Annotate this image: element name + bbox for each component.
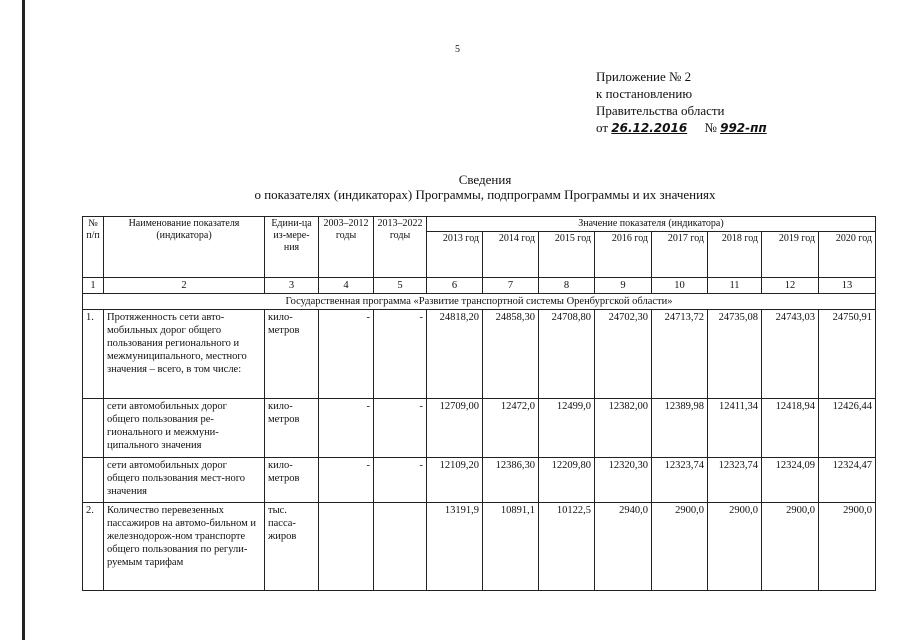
row-value: 13191,9: [427, 503, 483, 591]
header-year: 2016 год: [595, 232, 652, 278]
col-number: 7: [483, 278, 539, 294]
row-period-2: [374, 503, 427, 591]
header-unit: Едини-ца из-мере-ния: [265, 217, 319, 278]
col-number: 9: [595, 278, 652, 294]
row-value: 12324,47: [819, 458, 876, 503]
row-period-1: -: [319, 310, 374, 399]
table-row: [83, 399, 876, 458]
row-value: 24708,80: [539, 310, 595, 399]
row-value: 12386,30: [483, 458, 539, 503]
col-number: 13: [819, 278, 876, 294]
row-value: 2940,0: [595, 503, 652, 591]
row-unit: тыс. пасса-жиров: [265, 503, 319, 591]
row-value: 12109,20: [427, 458, 483, 503]
header-year: 2014 год: [483, 232, 539, 278]
number-prefix: №: [704, 120, 717, 135]
header-period-2013-2022: 2013–2022 годы: [374, 217, 427, 278]
table-row: [83, 458, 876, 503]
appendix-line-1: Приложение № 2: [596, 69, 692, 84]
row-value: 24702,30: [595, 310, 652, 399]
header-year: 2017 год: [652, 232, 708, 278]
header-year: 2013 год: [427, 232, 483, 278]
col-number: 1: [83, 278, 104, 294]
col-number: 8: [539, 278, 595, 294]
document-title: Сведения: [458, 172, 512, 187]
row-value: 2900,0: [708, 503, 762, 591]
row-unit: кило-метров: [265, 310, 319, 399]
row-value: 24818,20: [427, 310, 483, 399]
row-name: Протяженность сети авто-мобильных дорог общего пользования регионального и межмуниципального, местного значения – всего, в том числе:: [104, 310, 265, 399]
binding-line: [22, 0, 25, 640]
row-period-1: [319, 503, 374, 591]
row-num: 1.: [83, 310, 104, 399]
header-period-2003-2012: 2003–2012 годы: [319, 217, 374, 278]
row-value: 10122,5: [539, 503, 595, 591]
row-period-1: -: [319, 399, 374, 458]
col-number: 4: [319, 278, 374, 294]
appendix-block: [596, 68, 767, 137]
row-value: 24735,08: [708, 310, 762, 399]
row-name: сети автомобильных дорог общего пользования мест-ного значения: [104, 458, 265, 503]
row-unit: кило-метров: [265, 399, 319, 458]
row-value: 12323,74: [652, 458, 708, 503]
row-value: 24743,03: [762, 310, 819, 399]
row-value: 12411,34: [708, 399, 762, 458]
section-title: Государственная программа «Развитие транспортной системы Оренбургской области»: [83, 294, 876, 310]
row-period-1: -: [319, 458, 374, 503]
row-value: 12499,0: [539, 399, 595, 458]
row-value: 12209,80: [539, 458, 595, 503]
appendix-date-line: [596, 119, 767, 137]
table-row: [83, 503, 876, 591]
header-year: 2020 год: [819, 232, 876, 278]
col-number: 3: [265, 278, 319, 294]
row-period-2: -: [374, 310, 427, 399]
indicators-table: [82, 216, 876, 591]
handwritten-number: 992-пп: [720, 121, 767, 135]
row-name: сети автомобильных дорог общего пользования ре-гионального и межмуни-ципального значения: [104, 399, 265, 458]
appendix-line-3: Правительства области: [596, 103, 725, 118]
row-value: 12323,74: [708, 458, 762, 503]
col-number: 11: [708, 278, 762, 294]
appendix-line-2: к постановлению: [596, 86, 693, 101]
document-subtitle: о показателях (индикаторах) Программы, подпрограмм Программы и их значениях: [254, 187, 716, 202]
row-value: 24858,30: [483, 310, 539, 399]
row-name: Количество перевезенных пассажиров на автомо-бильном и железнодорож-ном транспорте общего пользования по регули-руемым тарифам: [104, 503, 265, 591]
row-value: 12324,09: [762, 458, 819, 503]
date-prefix: от: [596, 120, 609, 135]
row-num: [83, 458, 104, 503]
row-value: 12472,0: [483, 399, 539, 458]
row-num: [83, 399, 104, 458]
col-number: 12: [762, 278, 819, 294]
row-num: 2.: [83, 503, 104, 591]
row-value: 12709,00: [427, 399, 483, 458]
row-period-2: -: [374, 458, 427, 503]
row-value: 12418,94: [762, 399, 819, 458]
col-number: 10: [652, 278, 708, 294]
row-value: 2900,0: [819, 503, 876, 591]
header-name: Наименование показателя (индикатора): [104, 217, 265, 278]
row-value: 12320,30: [595, 458, 652, 503]
row-value: 10891,1: [483, 503, 539, 591]
row-value: 12426,44: [819, 399, 876, 458]
col-number: 2: [104, 278, 265, 294]
header-year: 2018 год: [708, 232, 762, 278]
col-number: 5: [374, 278, 427, 294]
row-value: 12389,98: [652, 399, 708, 458]
header-year: 2015 год: [539, 232, 595, 278]
header-values-group: Значение показателя (индикатора): [427, 217, 876, 232]
row-value: 2900,0: [762, 503, 819, 591]
header-year: 2019 год: [762, 232, 819, 278]
row-value: 24750,91: [819, 310, 876, 399]
header-num: № п/п: [83, 217, 104, 278]
row-period-2: -: [374, 399, 427, 458]
handwritten-date: 26.12.2016: [611, 121, 688, 135]
row-value: 2900,0: [652, 503, 708, 591]
column-number-row: [83, 278, 876, 294]
table-row: [83, 310, 876, 399]
row-value: 12382,00: [595, 399, 652, 458]
page-number: 5: [455, 44, 460, 55]
row-unit: кило-метров: [265, 458, 319, 503]
col-number: 6: [427, 278, 483, 294]
row-value: 24713,72: [652, 310, 708, 399]
